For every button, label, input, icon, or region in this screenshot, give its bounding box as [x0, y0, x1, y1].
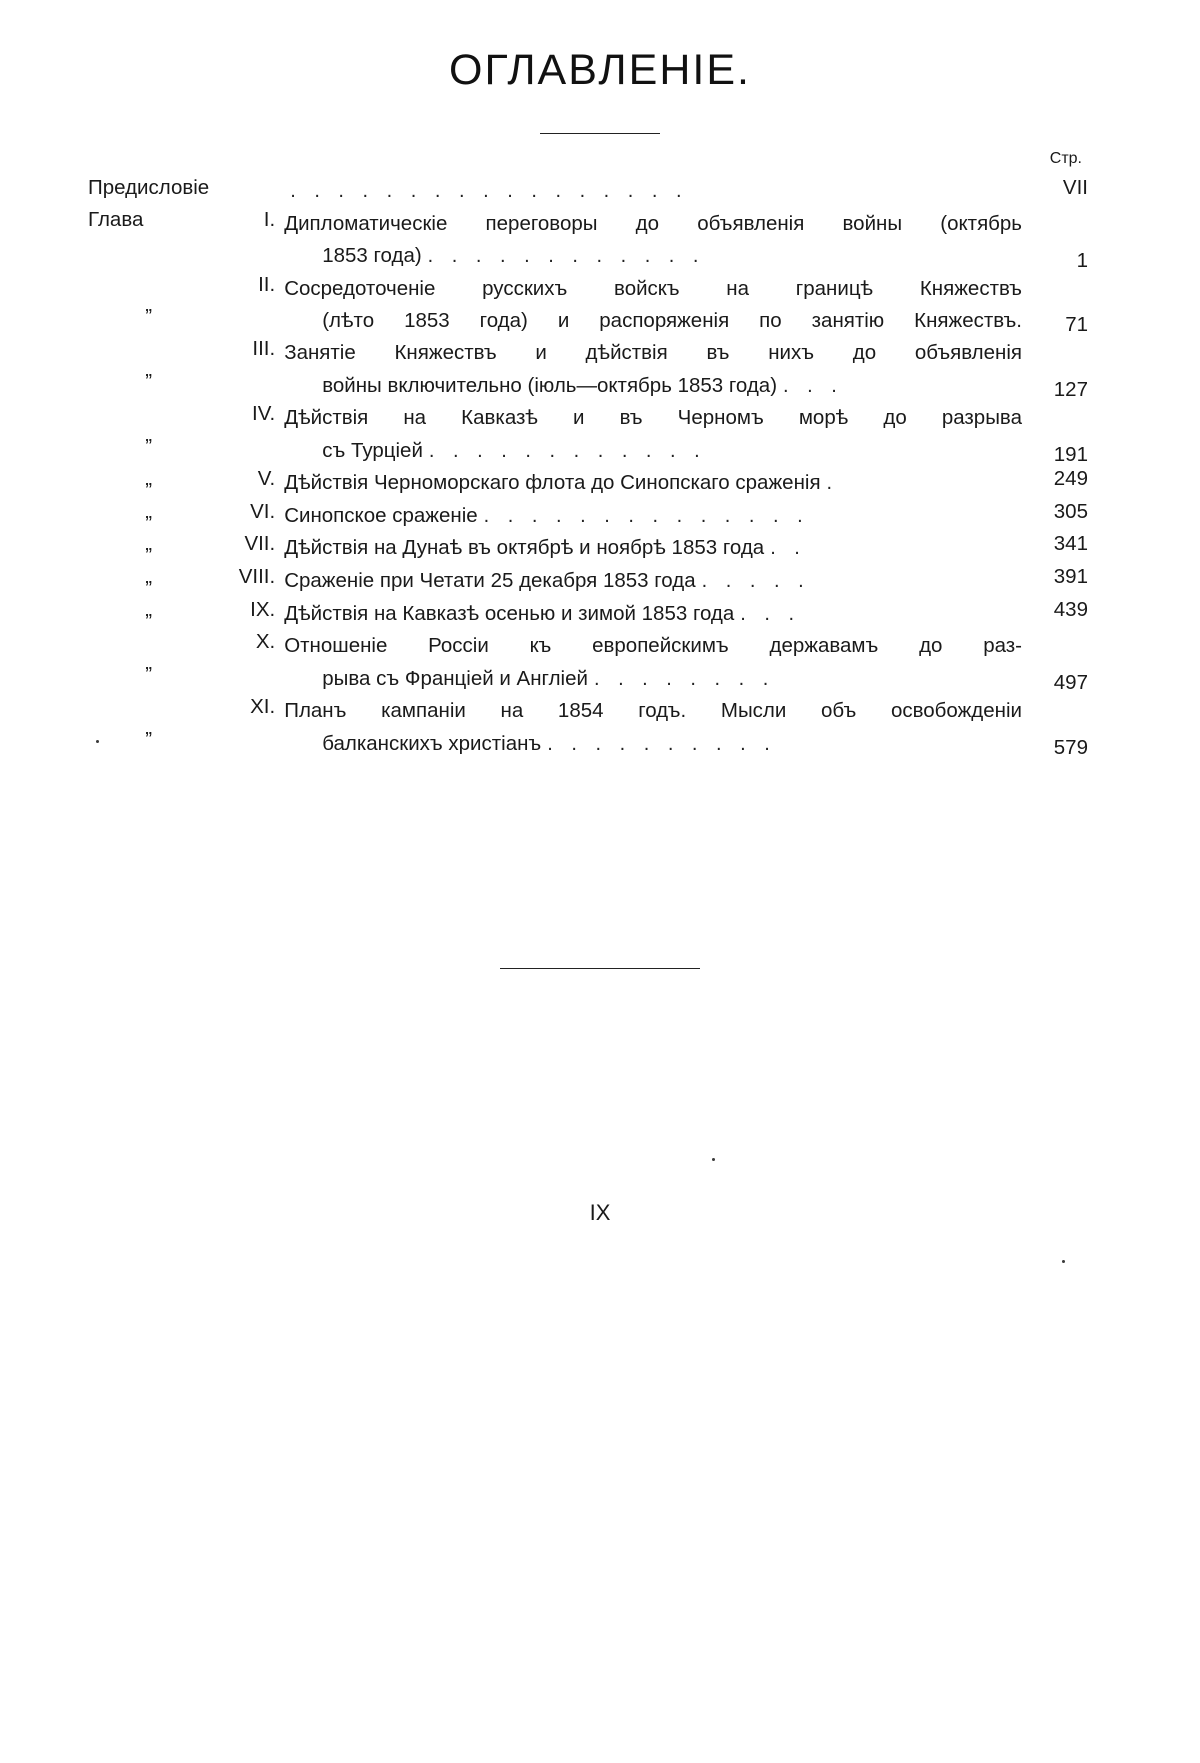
entry-line-1: Отношеніе Россіи къ европейскимъ державамъ до раз-	[284, 634, 1022, 658]
table-row[interactable]	[88, 598, 1088, 631]
dot-leaders: . . . . . . . . . . . . . .	[483, 504, 810, 527]
entry-page: 341	[1053, 532, 1088, 556]
chapter-label: „	[145, 467, 153, 491]
table-row[interactable]	[88, 176, 1088, 208]
entry-line-1: Дѣйствія на Кавказѣ и въ Черномъ морѣ до разрыва	[284, 406, 1022, 430]
bottom-divider	[500, 968, 700, 969]
chapter-label: „	[145, 357, 153, 381]
table-row[interactable]	[88, 500, 1088, 533]
table-row[interactable]	[88, 565, 1088, 598]
chapter-numeral: XI.	[250, 695, 276, 719]
page-title: ОГЛАВЛЕНІЕ.	[449, 46, 751, 94]
entry-line-2: рыва съ Франціей и Англіей	[322, 666, 588, 690]
chapter-label: „	[145, 422, 153, 446]
dot-leaders: . .	[770, 537, 807, 560]
chapter-label: Глава	[88, 207, 144, 231]
entry-title	[284, 532, 1022, 565]
dot-leaders: . . . . . . . . . . . .	[428, 439, 707, 462]
entry-line-2: съ Турціей	[322, 438, 423, 462]
dot-leaders: . . . . . . . .	[593, 667, 775, 690]
entry-line-2: 1853 года)	[322, 243, 422, 267]
entry-line-2: балканскихъ христіанъ	[322, 731, 542, 755]
entry-title	[284, 565, 1022, 598]
chapter-label: „	[145, 715, 153, 739]
entry-line-1: Дипломатическіе переговоры до объявленія войны (октябрь	[284, 211, 1022, 235]
dot-leaders: . . . . .	[701, 570, 811, 593]
dot-leaders: . . . . . . . . . . . . . . . . .	[290, 180, 689, 202]
entry-page: VII	[1062, 176, 1088, 199]
table-row[interactable]	[88, 402, 1088, 467]
entry-page: 439	[1053, 597, 1088, 621]
chapter-label: „	[145, 597, 153, 621]
entry-line-1: Дѣйствія на Дунаѣ въ октябрѣ и ноябрѣ 1853 года	[284, 536, 765, 560]
entry-title	[284, 630, 1022, 695]
chapter-numeral	[213, 176, 284, 208]
entry-title	[284, 273, 1022, 338]
entry-line-1: Сосредоточеніе русскихъ войскъ на границѣ Княжествъ	[284, 276, 1022, 300]
table-row[interactable]	[88, 337, 1088, 402]
entry-title	[284, 467, 1022, 500]
entry-page: 579	[1053, 736, 1088, 760]
table-row[interactable]	[88, 273, 1088, 338]
entry-title	[284, 337, 1022, 402]
entry-page: 191	[1053, 443, 1088, 467]
table-row[interactable]	[88, 630, 1088, 695]
entry-title	[284, 500, 1022, 533]
ink-speck	[1062, 1260, 1065, 1263]
entry-line-1: Дѣйствія на Кавказѣ осенью и зимой 1853 года	[284, 601, 735, 625]
entry-page: 1	[1076, 248, 1088, 272]
chapter-numeral: X.	[255, 630, 276, 654]
entry-page: 127	[1053, 378, 1088, 402]
entry-line-2: войны включительно (іюль—октябрь 1853 года)	[322, 373, 778, 397]
entry-line-1: Дѣйствія Черноморскаго флота до Синопскаго сраженія	[284, 471, 821, 495]
entry-line-1: Синопское сраженіе	[284, 503, 478, 527]
title-divider	[540, 133, 660, 134]
chapter-label: „	[145, 292, 153, 316]
entry-title	[284, 695, 1022, 760]
table-row[interactable]	[88, 532, 1088, 565]
chapter-label: „	[145, 650, 153, 674]
chapter-label: „	[145, 565, 153, 589]
dot-leaders: . . .	[783, 374, 844, 397]
entry-page: 249	[1053, 467, 1088, 491]
chapter-label: Предисловіе	[88, 176, 210, 199]
entry-title	[284, 208, 1022, 273]
ink-speck	[96, 740, 99, 743]
chapter-numeral: IV.	[252, 402, 276, 426]
dot-leaders: . . . . . . . . . .	[547, 732, 777, 755]
table-row[interactable]	[88, 695, 1088, 760]
entry-line-2: (лѣто 1853 года) и распоряженія по занятію Княжествъ.	[322, 308, 1022, 332]
entry-page: 497	[1053, 671, 1088, 695]
chapter-label: „	[145, 532, 153, 556]
entry-title	[284, 598, 1022, 631]
dot-leaders: . . .	[740, 602, 801, 625]
folio-number: IX	[589, 1200, 611, 1225]
chapter-numeral: VI.	[250, 499, 276, 523]
chapter-numeral: I.	[263, 207, 276, 231]
page-column-header: Стр.	[1049, 150, 1082, 167]
entry-line-1: Сраженіе при Четати 25 декабря 1853 года	[284, 569, 696, 593]
entry-line-1: Планъ кампаніи на 1854 годъ. Мысли объ освобожденіи	[284, 699, 1022, 723]
ink-speck	[712, 1158, 715, 1161]
chapter-numeral: VII.	[244, 532, 276, 556]
entry-title	[284, 176, 1022, 208]
entry-page: 305	[1053, 499, 1088, 523]
entry-title	[284, 402, 1022, 467]
dot-leaders: . . . . . . . . . . . .	[427, 244, 705, 267]
chapter-numeral: IX.	[250, 597, 276, 621]
table-row[interactable]	[88, 467, 1088, 500]
chapter-numeral: VIII.	[238, 565, 276, 589]
entry-page: 71	[1065, 313, 1088, 337]
chapter-numeral: II.	[258, 272, 276, 296]
entry-page: 391	[1053, 565, 1088, 589]
table-row[interactable]	[88, 208, 1088, 273]
dot-leaders: .	[826, 472, 839, 495]
table-of-contents	[88, 150, 1088, 760]
toc-table	[88, 176, 1088, 760]
chapter-numeral: V.	[257, 467, 276, 491]
chapter-numeral: III.	[252, 337, 276, 361]
entry-line-1: Занятіе Княжествъ и дѣйствія въ нихъ до объявленія	[284, 341, 1022, 365]
chapter-label: „	[145, 499, 153, 523]
